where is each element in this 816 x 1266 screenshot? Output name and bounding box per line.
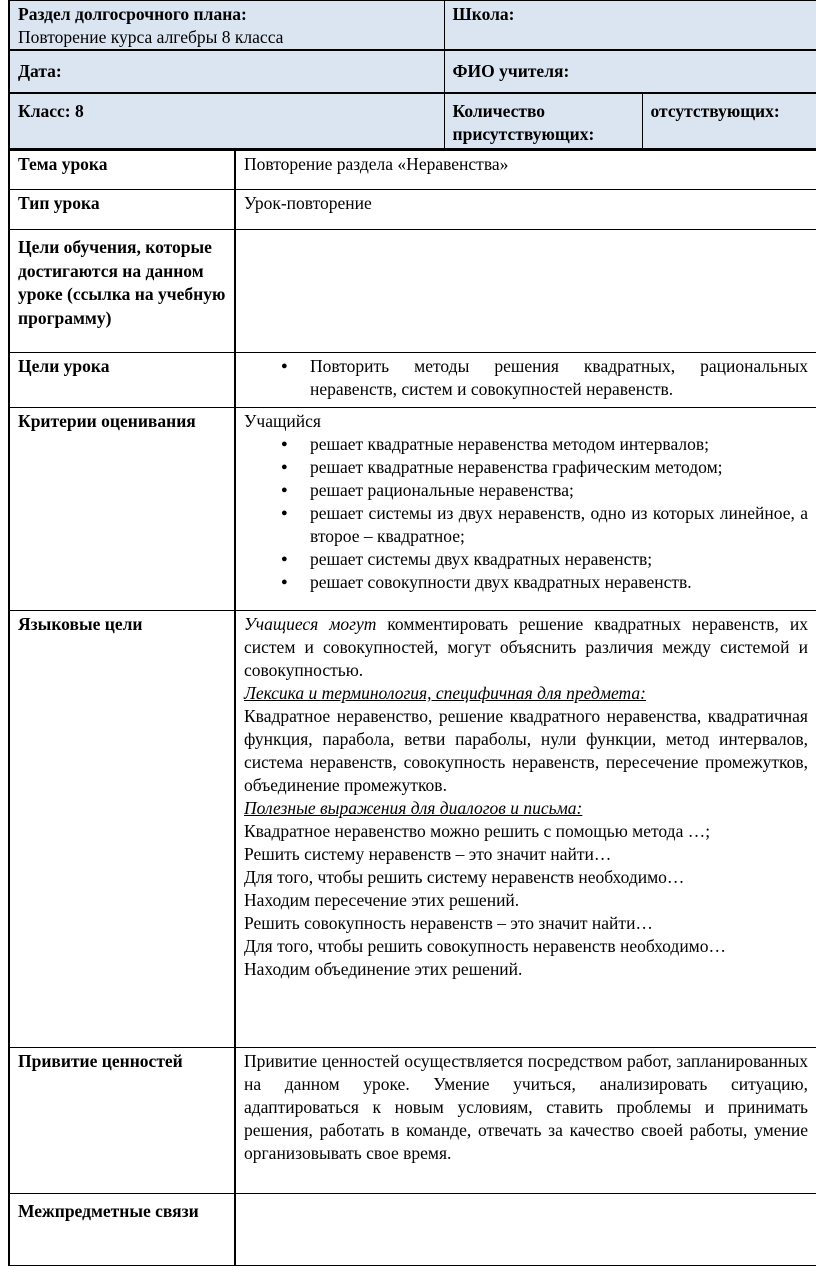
table-row xyxy=(9,353,816,408)
absent-cell xyxy=(642,93,816,149)
school-cell xyxy=(444,1,816,51)
phrase-line: Для того, чтобы решить совокупность неравенств необходимо… xyxy=(244,936,727,956)
type-value: Урок-повторение xyxy=(235,190,816,230)
learning-goals-label: Цели обучения, которые достигаются на данном уроке (ссылка на учебную программу) xyxy=(9,230,235,353)
criteria-label: Критерии оценивания xyxy=(9,408,235,611)
learning-goals-value xyxy=(235,230,816,353)
section-value: Повторение курса алгебры 8 класса xyxy=(18,27,284,47)
teacher-cell xyxy=(444,50,816,93)
topic-label: Тема урока xyxy=(9,151,235,190)
date-cell xyxy=(9,50,444,93)
table-row xyxy=(9,611,816,1048)
present-cell xyxy=(444,93,642,149)
lesson-goals-label: Цели урока xyxy=(9,353,235,408)
table-row xyxy=(9,190,816,230)
phrase-line: Решить систему неравенств – это значит найти… xyxy=(244,844,612,864)
phrase-line: Для того, чтобы решить систему неравенств необходимо… xyxy=(244,867,685,887)
vocab-text: Квадратное неравенство, решение квадратного неравенства, квадратичная функция, парабола, ветви параболы, нули функции, метод интервалов, система неравенств, совокупность неравенств, пересечение промежутков, объединение промежутков. xyxy=(244,706,808,795)
table-row xyxy=(9,1194,816,1266)
teacher-label: ФИО учителя: xyxy=(452,61,570,81)
phrases-heading: Полезные выражения для диалогов и письма: xyxy=(244,798,583,818)
language-goals-value xyxy=(235,611,816,1048)
values-text: Привитие ценностей осуществляется посредством работ, запланированных на данном уроке. Умение учиться, анализировать ситуацию, адаптироваться к новым условиям, ставить проблемы и принимать решения, работать в команде, отвечать за качество своей работы, умение организовывать свое время. xyxy=(235,1048,816,1194)
type-label: Тип урока xyxy=(9,190,235,230)
class-label: Класс: 8 xyxy=(18,101,84,121)
table-row xyxy=(9,1048,816,1194)
language-can-text: комментировать решение квадратных неравенств, их систем и совокупностей, могут объяснить различия между системой и совокупностью. xyxy=(244,614,808,680)
lesson-plan-page xyxy=(8,0,816,1266)
criteria-intro: Учащийся xyxy=(244,411,321,431)
language-can-paragraph xyxy=(244,613,808,682)
phrase-line: Квадратное неравенство можно решить с помощью метода …; xyxy=(244,821,711,841)
vocab-heading: Лексика и терминология, специфичная для предмета: xyxy=(244,683,646,703)
lesson-goals-value xyxy=(235,353,816,408)
section-cell xyxy=(9,1,444,51)
language-can-italic: Учащиеся могут xyxy=(244,614,377,634)
absent-label: отсутствующих: xyxy=(650,101,780,121)
list-item: ● решает совокупности двух квадратных неравенств. xyxy=(244,571,808,594)
table-row xyxy=(9,151,816,190)
criteria-value xyxy=(235,408,816,611)
table-row xyxy=(9,230,816,353)
phrase-line: Находим объединение этих решений. xyxy=(244,959,523,979)
lesson-details-table xyxy=(8,150,816,1266)
lesson-goals-list xyxy=(244,355,808,401)
list-item: ● решает системы из двух неравенств, одно из которых линейное, а второе – квадратное; xyxy=(244,502,808,548)
school-label: Школа: xyxy=(452,4,515,24)
class-cell xyxy=(9,93,444,149)
table-row xyxy=(9,408,816,611)
language-goals-label: Языковые цели xyxy=(9,611,235,1048)
values-label: Привитие ценностей xyxy=(9,1048,235,1194)
interdisciplinary-label: Межпредметные связи xyxy=(9,1194,235,1266)
list-item: ● Повторить методы решения квадратных, рациональных неравенств, систем и совокупностей неравенств. xyxy=(244,355,808,401)
list-item: ● решает рациональные неравенства; xyxy=(244,479,808,502)
list-item: ● решает системы двух квадратных неравенств; xyxy=(244,548,808,571)
topic-value: Повторение раздела «Неравенства» xyxy=(235,151,816,190)
date-label: Дата: xyxy=(18,61,62,81)
list-item: ● решает квадратные неравенства методом интервалов; xyxy=(244,433,808,456)
phrase-line: Решить совокупность неравенств – это значит найти… xyxy=(244,913,653,933)
lesson-header-table xyxy=(8,0,816,150)
criteria-list xyxy=(244,433,808,594)
phrase-line: Находим пересечение этих решений. xyxy=(244,890,520,910)
list-item: ● решает квадратные неравенства графическим методом; xyxy=(244,456,808,479)
interdisciplinary-value xyxy=(235,1194,816,1266)
section-label: Раздел долгосрочного плана: xyxy=(18,4,247,24)
present-label: Количество присутствующих: xyxy=(452,101,595,144)
